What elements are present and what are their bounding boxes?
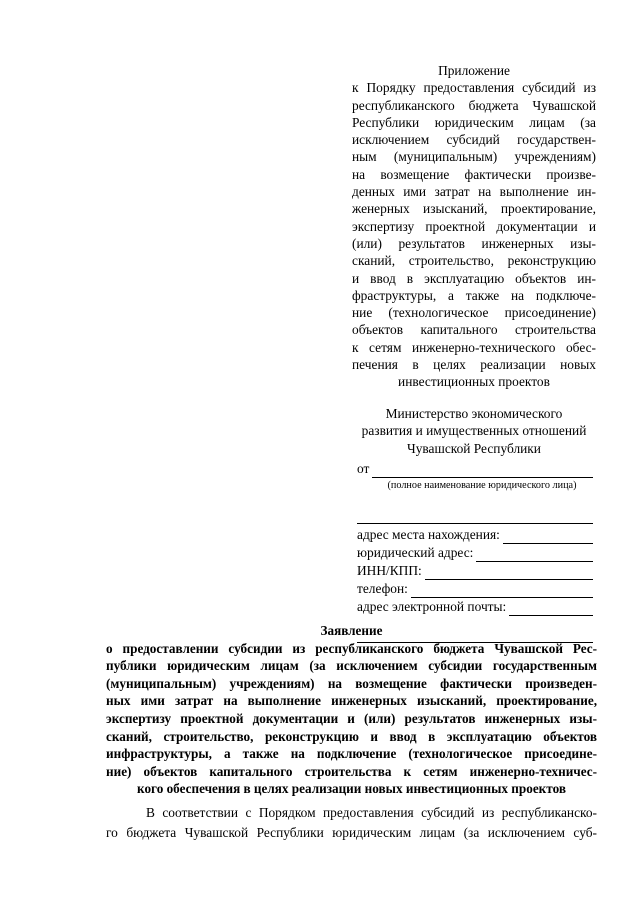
from-row [357, 460, 593, 478]
from-caption: (полное наименование юридического лица) [387, 480, 577, 491]
title-line: сканий, строительство, реконструкцию и ввод в эксплуатацию объектов [106, 728, 597, 744]
addressee-line: развития и имущественных отношений [361, 423, 587, 439]
appendix-line: (или) результатов инженерных изы- [352, 235, 596, 251]
appendix-block [352, 62, 596, 391]
appendix-line: печения в целях реализации новых [352, 357, 596, 373]
appendix-line: ным (муниципальным) учреждениям) [352, 149, 596, 165]
appendix-line: ние (технологическое присоединение) [352, 305, 596, 321]
from-label: от [357, 461, 370, 476]
appendix-line: республиканского бюджета Чувашской [352, 97, 596, 113]
application-heading: Заявление [320, 623, 383, 638]
inn-kpp-label: ИНН/КПП: [357, 563, 422, 578]
email-label: адрес электронной почты: [357, 599, 507, 614]
title-line: кого обеспечения в целях реализации новых инвестиционных проектов [137, 781, 566, 797]
phone-row [357, 580, 593, 598]
title-line: публики юридическим лицам (за исключением субсидии государственным [106, 658, 597, 674]
appendix-line: исключением субсидий государствен- [352, 132, 596, 148]
appendix-line: объектов капитального строительства [352, 322, 596, 338]
appendix-line: сканий, строительство, реконструкцию [352, 253, 596, 269]
organization-name-field[interactable] [372, 463, 593, 478]
location-address-label: адрес места нахождения: [357, 527, 500, 542]
appendix-line: на возмещение фактически произве- [352, 166, 596, 182]
appendix-line: Республики юридическим лицам (за [352, 114, 596, 130]
appendix-line: женерных изысканий, проектирование, [352, 201, 596, 217]
phone-label: телефон: [357, 581, 408, 596]
body-paragraph [106, 803, 597, 842]
location-address-row [357, 526, 593, 544]
email-field[interactable] [509, 601, 593, 616]
appendix-line: денных ими затрат на выполнение ин- [352, 184, 596, 200]
appendix-heading: Приложение [438, 63, 510, 78]
title-line: ных ими затрат на выполнение инженерных изысканий, проектирование, [106, 693, 597, 709]
addressee-line: Министерство экономического [385, 406, 563, 421]
title-line: о предоставлении субсидии из республиканского бюджета Чувашской Рес- [106, 640, 597, 656]
title-line: ние) объектов капитального строительства к сетям инженерно-техничес- [106, 763, 597, 779]
appendix-line: к Порядку предоставления субсидий из [352, 80, 596, 96]
title-line: инфраструктуры, а также на подключение (технологическое присоедине- [106, 746, 597, 762]
appendix-line: экспертизу проектной документации и [352, 218, 596, 234]
addressee-block [352, 405, 596, 457]
legal-address-label: юридический адрес: [357, 545, 474, 560]
phone-field[interactable] [411, 583, 593, 598]
title-line: (муниципальным) учреждениям) на возмещение фактически произведен- [106, 675, 597, 691]
appendix-line: к сетям инженерно-технического обес- [352, 339, 596, 355]
legal-address-field[interactable] [476, 547, 593, 562]
applicant-form [357, 460, 593, 645]
inn-kpp-row [357, 562, 593, 580]
appendix-line: инвестиционных проектов [398, 374, 550, 390]
application-title [106, 622, 597, 798]
inn-kpp-field[interactable] [425, 565, 593, 580]
body-line: го бюджета Чувашской Республики юридическим лицам (за исключением суб- [106, 824, 597, 840]
email-row [357, 598, 593, 616]
organization-name-continuation-field[interactable] [357, 503, 593, 524]
title-line: экспертизу проектной документации и (или) результатов инженерных изы- [106, 710, 597, 726]
appendix-line: фраструктуры, а также на подключе- [352, 287, 596, 303]
appendix-line: и ввод в эксплуатацию объектов ин- [352, 270, 596, 286]
addressee-line: Чувашской Республики [407, 440, 541, 456]
body-line: В соответствии с Порядком предоставления субсидий из республиканско- [146, 805, 597, 820]
legal-address-row [357, 544, 593, 562]
location-address-field[interactable] [503, 529, 593, 544]
